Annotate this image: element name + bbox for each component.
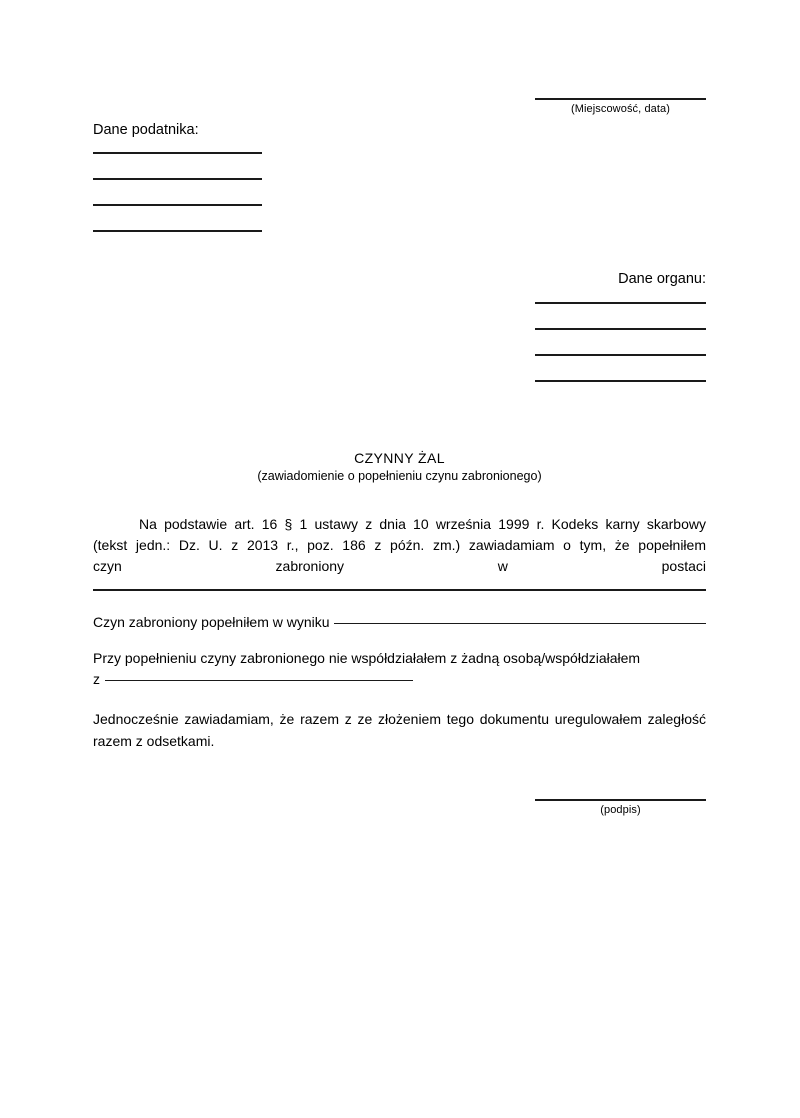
signature-rule[interactable] [535, 799, 706, 801]
cooperation-statement: Przy popełnieniu czyny zabronionego nie współdziałałem z żadną osobą/współdziałałem [93, 650, 641, 666]
legal-basis-line-1: Na podstawie art. 16 § 1 ustawy z dnia 10 września 1999 r. Kodeks karny skarbowy [139, 516, 706, 532]
offence-cause-blank-line[interactable] [334, 623, 706, 624]
authority-blank-line-1[interactable] [535, 302, 706, 304]
document-title: CZYNNY ŻAL [354, 450, 445, 466]
offence-cause-label: Czyn zabroniony popełniłem w wyniku [93, 614, 330, 630]
taxpayer-data-lines [93, 152, 262, 232]
cooperation-person-row [93, 669, 706, 690]
authority-blank-line-3[interactable] [535, 354, 706, 356]
legal-basis-paragraph-line3 [93, 556, 706, 577]
cooperation-person-blank-line[interactable] [105, 680, 413, 681]
taxpayer-blank-line-3[interactable] [93, 204, 262, 206]
cooperation-person-label: z [93, 671, 100, 687]
payment-statement: Jednocześnie zawiadamiam, że razem z ze złożeniem tego dokumentu uregulowałem zaległość razem z odsetkami. [93, 711, 706, 749]
authority-blank-line-4[interactable] [535, 380, 706, 382]
document-subtitle: (zawiadomienie o popełnieniu czynu zabronionego) [257, 469, 542, 483]
legal-basis-paragraph [93, 514, 706, 535]
taxpayer-data-label: Dane podatnika: [93, 122, 199, 138]
signature-caption: (podpis) [600, 804, 641, 816]
taxpayer-blank-line-4[interactable] [93, 230, 262, 232]
taxpayer-blank-line-1[interactable] [93, 152, 262, 154]
authority-data-label: Dane organu: [618, 271, 706, 287]
legal-basis-line-3: czyn zabroniony w postaci [93, 558, 706, 574]
authority-data-lines [535, 302, 706, 382]
signature-block [535, 799, 706, 817]
offence-description-blank-line[interactable] [93, 589, 706, 591]
legal-basis-line-2: (tekst jedn.: Dz. U. z 2013 r., poz. 186 z późn. zm.) zawiadamiam o tym, że popełniłem [93, 537, 706, 553]
authority-blank-line-2[interactable] [535, 328, 706, 330]
date-place-caption: (Miejscowość, data) [570, 103, 671, 115]
offence-cause-row [93, 612, 706, 633]
date-place-block [535, 98, 706, 116]
legal-basis-paragraph-line2 [93, 535, 706, 556]
taxpayer-blank-line-2[interactable] [93, 178, 262, 180]
date-place-rule [535, 98, 706, 100]
